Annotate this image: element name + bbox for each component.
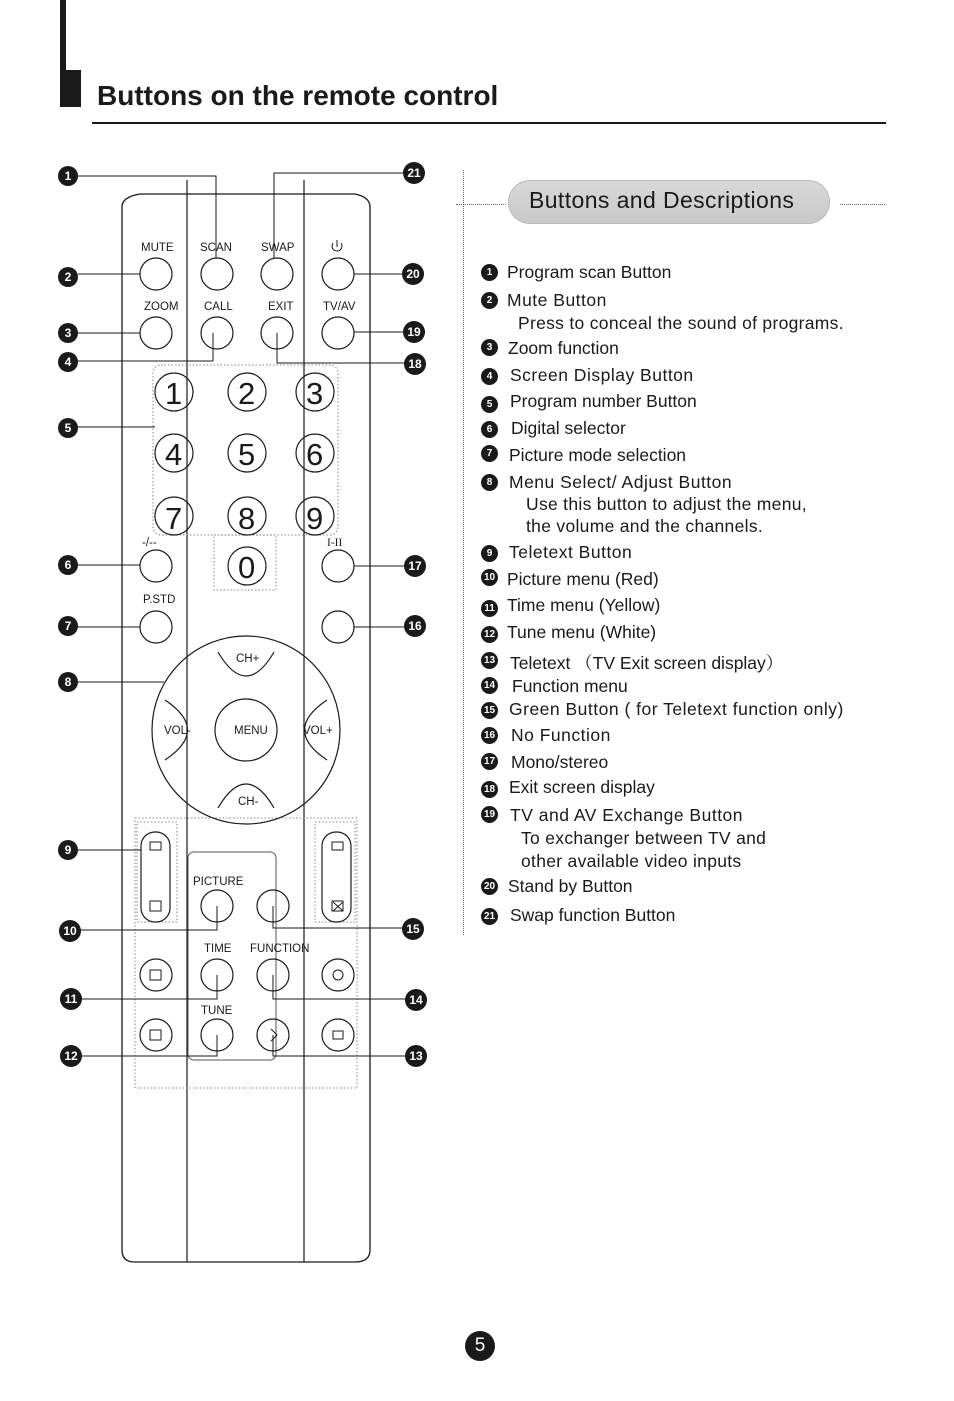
item-badge: 6 (481, 421, 498, 438)
svg-text:1: 1 (165, 376, 183, 411)
svg-text:3: 3 (306, 376, 324, 411)
svg-text:CALL: CALL (204, 301, 233, 313)
svg-text:8: 8 (238, 501, 256, 536)
svg-text:PICTURE: PICTURE (193, 876, 244, 888)
svg-text:FUNCTION: FUNCTION (250, 943, 310, 955)
power-icon (332, 240, 342, 251)
item-badge: 12 (481, 626, 498, 643)
svg-text:9: 9 (64, 843, 72, 857)
item-badge: 4 (481, 368, 498, 385)
item-badge: 10 (481, 569, 498, 586)
svg-text:11: 11 (64, 992, 78, 1006)
svg-text:17: 17 (408, 559, 422, 573)
svg-text:4: 4 (64, 355, 72, 369)
svg-text:ZOOM: ZOOM (144, 301, 179, 313)
svg-text:19: 19 (407, 325, 421, 339)
svg-text:SCAN: SCAN (200, 242, 232, 254)
item-text: Picture mode selection (509, 445, 687, 465)
svg-text:CH-: CH- (238, 796, 259, 808)
svg-text:20: 20 (406, 267, 420, 281)
item-text: Swap function Button (510, 905, 676, 925)
svg-text:18: 18 (408, 357, 422, 371)
item-text: Tune menu (White) (507, 622, 657, 642)
item-text: Teletext （TV Exit screen display） (510, 653, 784, 673)
svg-text:16: 16 (408, 619, 422, 633)
svg-text:0: 0 (238, 550, 256, 585)
page-title: Buttons on the remote control (97, 80, 499, 111)
svg-text:14: 14 (409, 993, 423, 1007)
svg-text:5: 5 (64, 421, 72, 435)
item-text: Digital selector (511, 418, 626, 438)
item-badge: 9 (481, 545, 498, 562)
subpage-icon (333, 1031, 343, 1039)
svg-text:VOL-: VOL- (164, 725, 191, 737)
svg-text:I-II: I-II (327, 537, 343, 549)
item-badge: 20 (481, 878, 498, 895)
item-badge: 15 (481, 702, 498, 719)
svg-text:9: 9 (306, 501, 324, 536)
item-badge: 1 (481, 264, 498, 281)
mix-icon (150, 1030, 161, 1040)
item-badge: 5 (481, 396, 498, 413)
item-text: Program scan Button (507, 262, 672, 282)
item-text: TV and AV Exchange Button (510, 805, 744, 825)
item-subtext: the volume and the channels. (526, 516, 764, 536)
svg-text:5: 5 (238, 437, 256, 472)
svg-text:21: 21 (407, 166, 421, 180)
svg-text:12: 12 (64, 1049, 78, 1063)
item-badge: 18 (481, 781, 498, 798)
descriptions-heading: Buttons and Descriptions (529, 187, 795, 213)
svg-text:7: 7 (64, 619, 72, 633)
item-text: No Function (511, 725, 611, 745)
item-text: Program number Button (510, 391, 697, 411)
svg-text:MENU: MENU (234, 725, 268, 737)
page-icon (332, 842, 343, 850)
svg-text:7: 7 (165, 501, 183, 536)
svg-text:MUTE: MUTE (141, 242, 174, 254)
svg-text:CH+: CH+ (236, 653, 260, 665)
item-badge: 16 (481, 727, 498, 744)
heading-dots-right (840, 204, 885, 205)
item-badge: 13 (481, 652, 498, 669)
svg-text:TV/AV: TV/AV (323, 301, 356, 313)
callout-badges (58, 162, 427, 1067)
svg-text:10: 10 (63, 924, 77, 938)
item-badge: 19 (481, 806, 498, 823)
svg-text:13: 13 (409, 1049, 423, 1063)
item-text: Function menu (512, 676, 628, 696)
svg-text:1: 1 (64, 169, 72, 183)
svg-text:P.STD: P.STD (143, 594, 176, 606)
item-text: Green Button ( for Teletext function only) (509, 699, 844, 719)
descriptions-divider (463, 170, 464, 935)
hold-icon (333, 970, 343, 980)
item-text: Screen Display Button (510, 365, 694, 385)
svg-text:3: 3 (64, 326, 72, 340)
item-badge: 14 (481, 677, 498, 694)
teletext-icon (150, 842, 161, 850)
item-text: Mono/stereo (511, 752, 609, 772)
svg-text:-/--: -/-- (142, 537, 157, 549)
item-text: Exit screen display (509, 777, 655, 797)
svg-text:SWAP: SWAP (261, 242, 295, 254)
svg-text:6: 6 (64, 558, 72, 572)
item-subtext: Use this button to adjust the menu, (526, 494, 807, 514)
item-text: Mute Button (507, 290, 607, 310)
page-number: 5 (465, 1331, 495, 1361)
svg-text:TUNE: TUNE (201, 1005, 233, 1017)
item-subtext: To exchanger between TV and (521, 828, 767, 848)
size-icon (150, 970, 161, 980)
item-badge: 21 (481, 908, 498, 925)
svg-text:15: 15 (406, 922, 420, 936)
svg-text:VOL+: VOL+ (303, 725, 333, 737)
svg-text:4: 4 (165, 437, 183, 472)
item-subtext: Press to conceal the sound of programs. (518, 313, 844, 333)
item-text: Stand by Button (508, 876, 633, 896)
svg-text:8: 8 (64, 675, 72, 689)
item-badge: 11 (481, 600, 498, 617)
svg-text:2: 2 (64, 270, 72, 284)
item-text: Time menu (Yellow) (507, 595, 661, 615)
item-badge: 7 (481, 445, 498, 462)
item-badge: 8 (481, 474, 498, 491)
item-text: Teletext Button (509, 542, 633, 562)
heading-dots-left (456, 204, 506, 205)
reveal-icon (150, 901, 161, 911)
item-badge: 17 (481, 753, 498, 770)
item-badge: 3 (481, 339, 498, 356)
svg-text:TIME: TIME (204, 943, 232, 955)
item-text: Picture menu (Red) (507, 569, 659, 589)
item-subtext: other available video inputs (521, 851, 742, 871)
item-text: Zoom function (508, 338, 619, 358)
svg-text:6: 6 (306, 437, 324, 472)
item-text: Menu Select/ Adjust Button (509, 472, 733, 492)
item-badge: 2 (481, 292, 498, 309)
svg-text:2: 2 (238, 376, 256, 411)
svg-text:EXIT: EXIT (268, 301, 294, 313)
